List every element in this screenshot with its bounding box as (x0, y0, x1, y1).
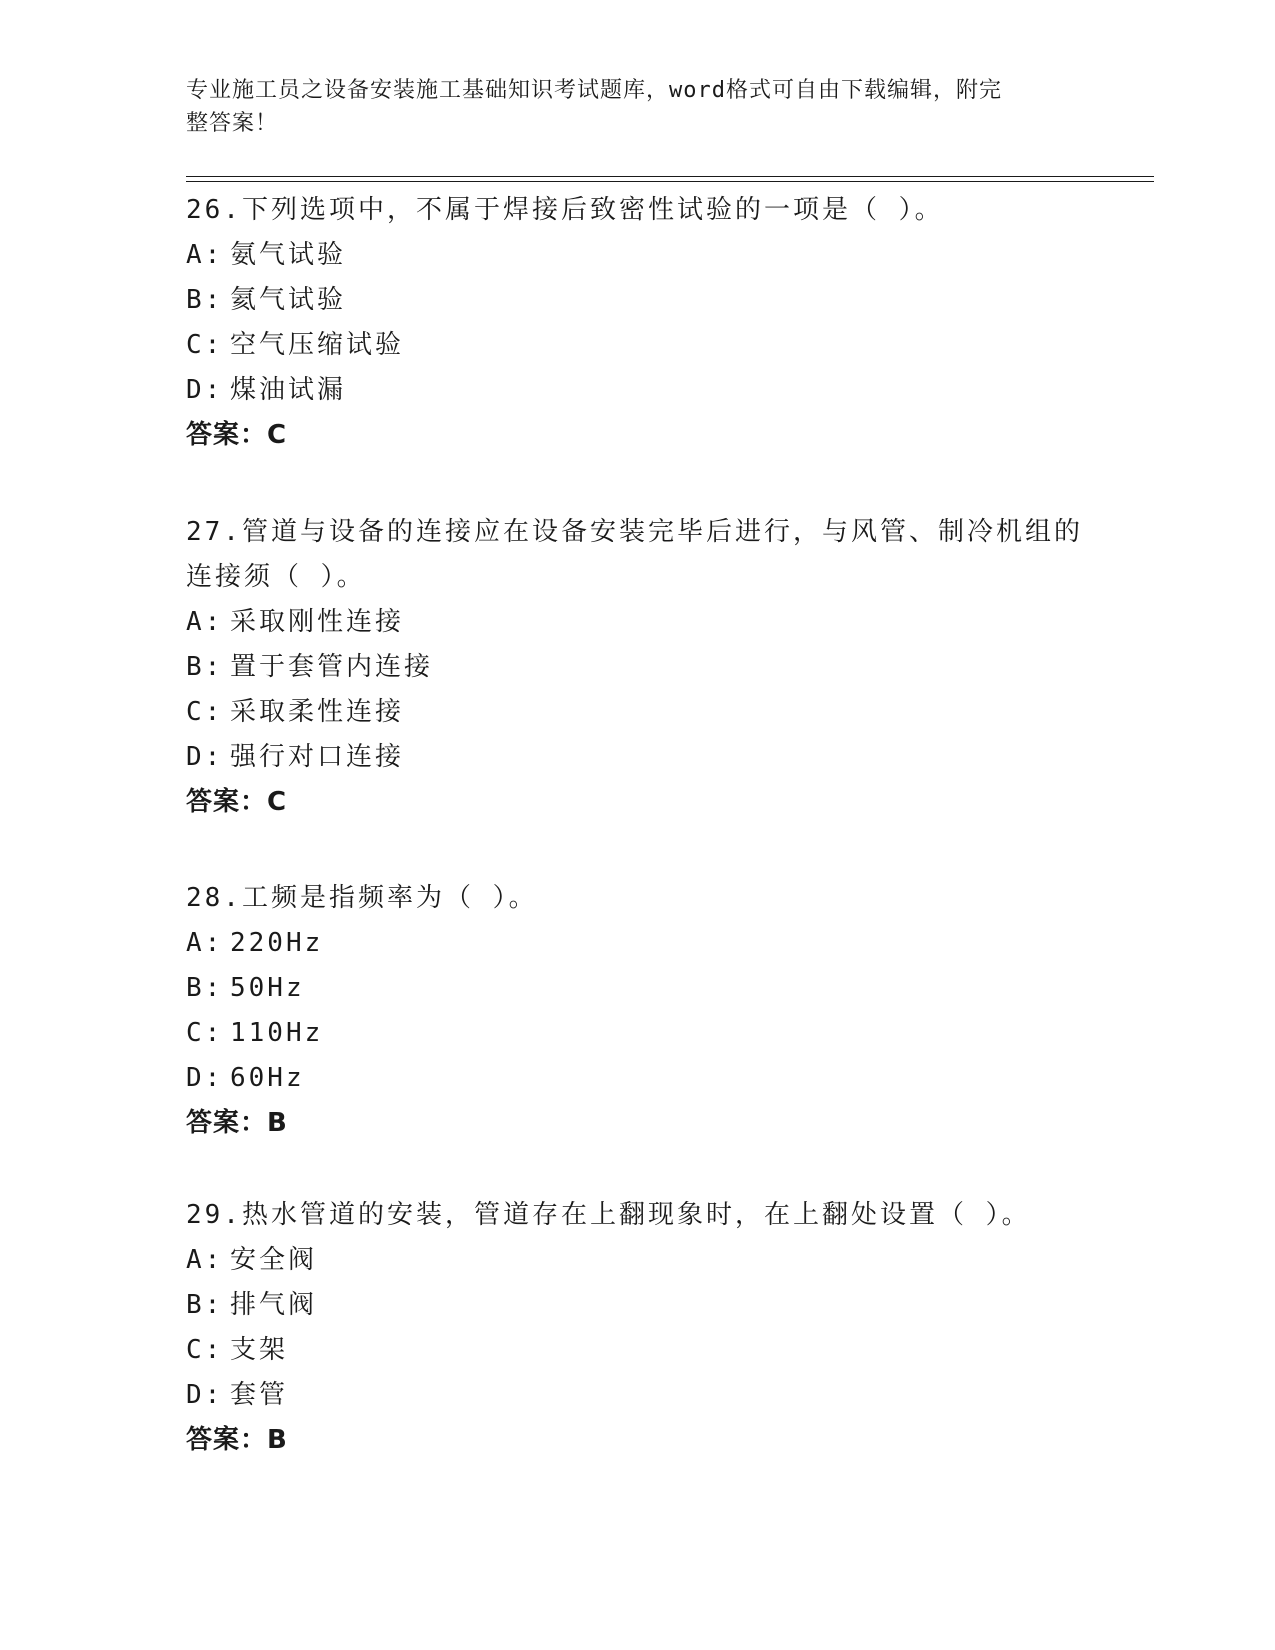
option-d (186, 735, 1086, 780)
question-stem: 28.工频是指频率为（ ）。 (186, 883, 538, 913)
option-letter: B: (186, 652, 224, 682)
option-b (186, 278, 1086, 323)
option-text: 110Hz (230, 1018, 324, 1048)
question-27 (186, 510, 1086, 825)
option-letter: B: (186, 973, 224, 1003)
question-stem: 26.下列选项中，不属于焊接后致密性试验的一项是（ ）。 (186, 195, 944, 225)
option-c (186, 323, 1086, 368)
option-letter: B: (186, 285, 224, 315)
option-a (186, 1238, 1086, 1283)
option-letter: D: (186, 742, 224, 772)
option-text: 50Hz (230, 973, 305, 1003)
option-letter: C: (186, 1335, 224, 1365)
question-29 (186, 1193, 1086, 1463)
option-letter: C: (186, 1018, 224, 1048)
option-text: 氦气试验 (230, 285, 347, 315)
option-c (186, 1011, 1086, 1056)
option-text: 支架 (230, 1335, 289, 1365)
option-text: 强行对口连接 (230, 742, 405, 772)
option-text: 220Hz (230, 928, 324, 958)
question-stem-line-1: 27.管道与设备的连接应在设备安装完毕后进行，与风管、制冷机组的 (186, 517, 1083, 547)
option-text: 60Hz (230, 1063, 305, 1093)
answer-line: 答案：B (186, 1425, 288, 1455)
option-letter: C: (186, 330, 224, 360)
option-d (186, 1056, 1086, 1101)
option-d (186, 368, 1086, 413)
option-text: 采取柔性连接 (230, 697, 405, 727)
question-26 (186, 188, 1086, 458)
option-a (186, 921, 1086, 966)
header-line-1: 专业施工员之设备安装施工基础知识考试题库，word格式可自由下载编辑，附完 (186, 78, 1002, 103)
option-d (186, 1373, 1086, 1418)
header-line-2: 整答案！ (186, 111, 279, 136)
option-text: 排气阀 (230, 1290, 318, 1320)
option-letter: D: (186, 1380, 224, 1410)
option-b (186, 1283, 1086, 1328)
document-header (186, 74, 1066, 140)
option-c (186, 690, 1086, 735)
option-b (186, 645, 1086, 690)
header-divider-top (186, 176, 1154, 177)
option-text: 煤油试漏 (230, 375, 347, 405)
option-letter: D: (186, 1063, 224, 1093)
option-a (186, 600, 1086, 645)
option-text: 套管 (230, 1380, 289, 1410)
option-letter: C: (186, 697, 224, 727)
question-stem: 29.热水管道的安装，管道存在上翻现象时，在上翻处设置（ ）。 (186, 1200, 1031, 1230)
option-letter: A: (186, 928, 224, 958)
option-text: 采取刚性连接 (230, 607, 405, 637)
answer-line: 答案：C (186, 787, 288, 817)
option-text: 氨气试验 (230, 240, 347, 270)
option-letter: D: (186, 375, 224, 405)
question-28 (186, 876, 1086, 1146)
option-a (186, 233, 1086, 278)
option-b (186, 966, 1086, 1011)
answer-line: 答案：C (186, 420, 288, 450)
question-stem-line-2: 连接须（ ）。 (186, 562, 366, 592)
option-letter: A: (186, 1245, 224, 1275)
option-text: 安全阀 (230, 1245, 318, 1275)
option-text: 空气压缩试验 (230, 330, 405, 360)
option-letter: A: (186, 240, 224, 270)
option-letter: A: (186, 607, 224, 637)
option-letter: B: (186, 1290, 224, 1320)
answer-line: 答案：B (186, 1108, 288, 1138)
header-divider-bottom (186, 181, 1154, 182)
option-text: 置于套管内连接 (230, 652, 434, 682)
option-c (186, 1328, 1086, 1373)
